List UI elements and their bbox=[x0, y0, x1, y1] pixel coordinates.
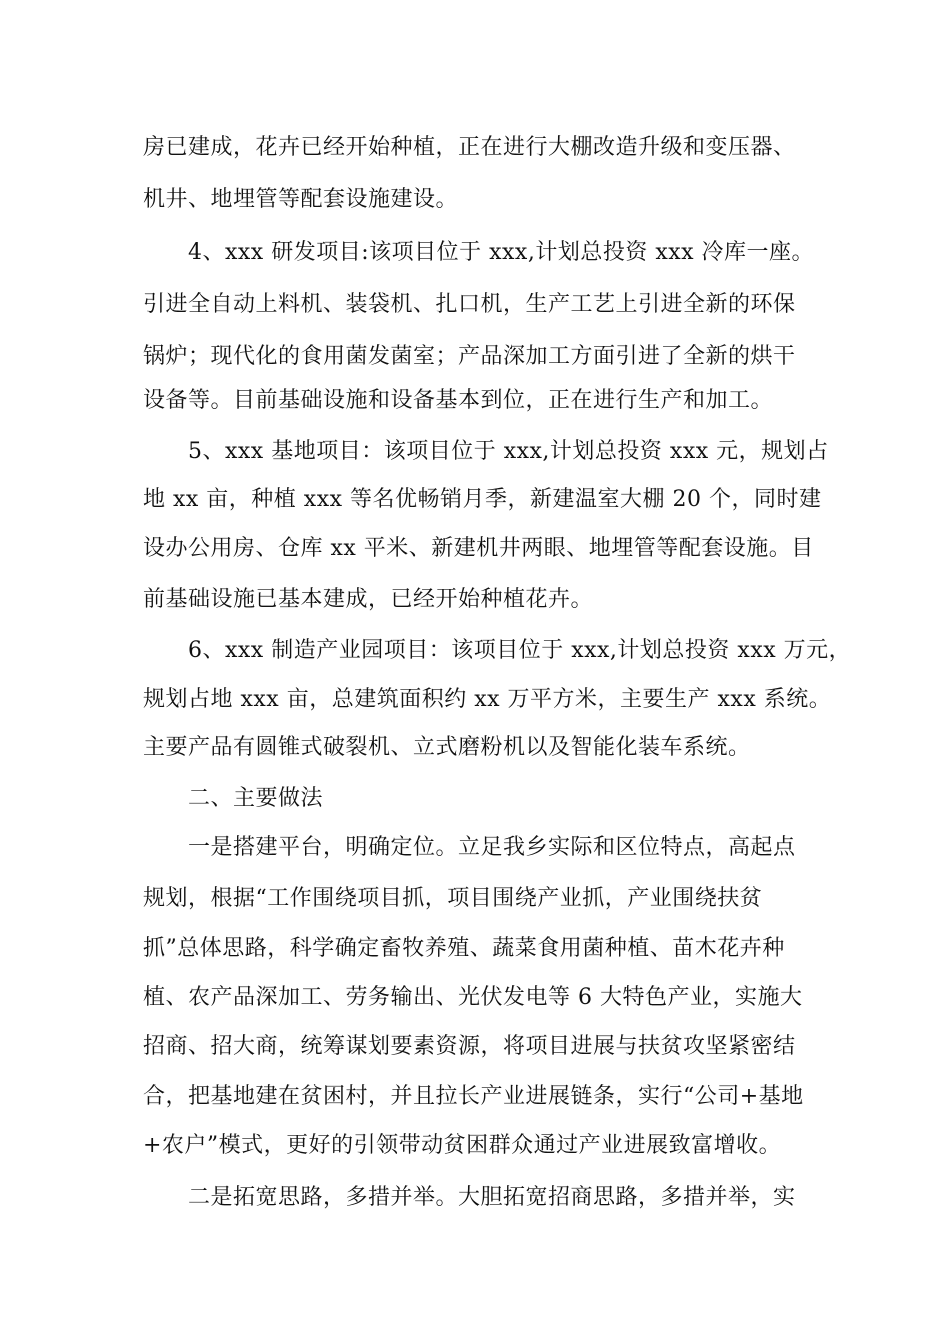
text-line-2: 机井、地埋管等配套设施建设。 bbox=[143, 187, 459, 212]
paragraph-4-heading-line: 4、xxx 研发项目:该项目位于 xxx,计划总投资 xxx 冷库一座。 bbox=[188, 240, 815, 265]
text-line-5: 锅炉；现代化的食用菌发菌室；产品深加工方面引进了全新的烘干 bbox=[143, 344, 796, 369]
section-heading: 二、主要做法 bbox=[188, 786, 324, 811]
text-line-9: 设办公用房、仓库 xx 平米、新建机井两眼、地埋管等配套设施。目 bbox=[143, 536, 814, 561]
text-line-6: 设备等。目前基础设施和设备基本到位，正在进行生产和加工。 bbox=[143, 388, 774, 413]
text-line-12: 规划占地 xxx 亩，总建筑面积约 xx 万平方米，主要生产 xxx 系统。 bbox=[143, 687, 832, 712]
text-line-17: 抓”总体思路，科学确定畜牧养殖、蔬菜食用菌种植、苗木花卉种 bbox=[143, 936, 785, 961]
text-line-19: 招商、招大商，统筹谋划要素资源，将项目进展与扶贫攻坚紧密结 bbox=[143, 1034, 796, 1059]
paragraph-one-first-line: 一是搭建平台，明确定位。立足我乡实际和区位特点，高起点 bbox=[188, 835, 796, 860]
text-line-8: 地 xx 亩，种植 xxx 等名优畅销月季，新建温室大棚 20 个，同时建 bbox=[143, 487, 822, 512]
text-line-21: +农户”模式，更好的引领带动贫困群众通过产业进展致富增收。 bbox=[143, 1133, 782, 1158]
text-line-20: 合，把基地建在贫困村，并且拉长产业进展链条，实行“公司+基地 bbox=[143, 1084, 804, 1109]
text-line-16: 规划，根据“工作围绕项目抓，项目围绕产业抓，产业围绕扶贫 bbox=[143, 886, 763, 911]
text-line-13: 主要产品有圆锥式破裂机、立式磨粉机以及智能化装车系统。 bbox=[143, 735, 751, 760]
paragraph-two-first-line: 二是拓宽思路，多措并举。大胆拓宽招商思路，多措并举，实 bbox=[188, 1185, 796, 1210]
text-line-4: 引进全自动上料机、装袋机、扎口机，生产工艺上引进全新的环保 bbox=[143, 292, 796, 317]
paragraph-6-heading-line: 6、xxx 制造产业园项目：该项目位于 xxx,计划总投资 xxx 万元， bbox=[188, 638, 852, 663]
text-line-18: 植、农产品深加工、劳务输出、光伏发电等 6 大特色产业，实施大 bbox=[143, 985, 803, 1010]
text-line-10: 前基础设施已基本建成，已经开始种植花卉。 bbox=[143, 587, 594, 612]
paragraph-5-heading-line: 5、xxx 基地项目：该项目位于 xxx,计划总投资 xxx 元，规划占 bbox=[188, 439, 829, 464]
text-line-1: 房已建成，花卉已经开始种植，正在进行大棚改造升级和变压器、 bbox=[143, 135, 796, 160]
